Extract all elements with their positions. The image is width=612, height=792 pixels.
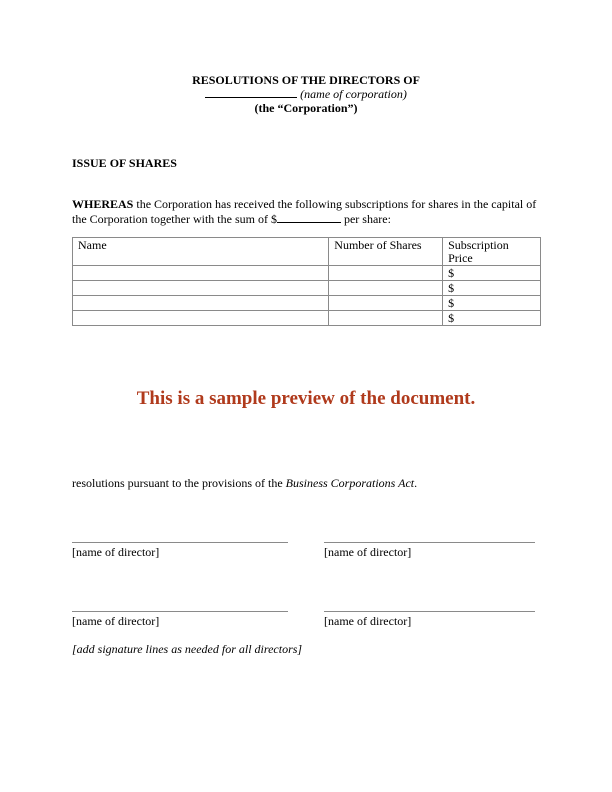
cell-name: [73, 311, 329, 326]
amount-blank: [277, 212, 341, 223]
table-row: [73, 281, 541, 296]
cell-name: [73, 281, 329, 296]
resolution-title: RESOLUTIONS OF THE DIRECTORS OF: [192, 73, 420, 87]
corporation-name-line: [0, 87, 612, 101]
truncated-text-wrapper: [72, 476, 542, 490]
cell-price: $: [443, 296, 541, 311]
cell-shares: [329, 266, 443, 281]
signature-line: [324, 542, 535, 543]
subscriptions-table-wrapper: [72, 237, 542, 325]
cell-price: $: [443, 266, 541, 281]
fragment-act-name: Business Corporations Act: [285, 476, 415, 490]
cell-price: $: [443, 281, 541, 296]
director-name-label: [name of director]: [324, 614, 412, 628]
table-row: [73, 296, 541, 311]
header-number-of-shares: Number of Shares: [329, 238, 443, 266]
signature-line: [72, 542, 288, 543]
cell-name: [73, 266, 329, 281]
director-name-label: [name of director]: [72, 614, 160, 628]
corporation-name-hint: (name of corporation): [300, 87, 407, 101]
header-subscription-price: Subscription Price: [443, 238, 541, 266]
director-name-label: [name of director]: [324, 545, 412, 559]
director-name-label: [name of director]: [72, 545, 160, 559]
signature-lines-note: [add signature lines as needed for all directors]: [72, 642, 303, 656]
subscriptions-table: [72, 237, 541, 326]
signature-line: [72, 611, 288, 612]
table-row: [73, 311, 541, 326]
cell-shares: [329, 311, 443, 326]
fragment-text: resolutions pursuant to the provisions of the: [72, 476, 286, 490]
document-header: [0, 73, 612, 115]
whereas-paragraph: [72, 197, 542, 226]
truncated-resolution-text: [72, 476, 417, 490]
sample-preview-notice: This is a sample preview of the document.: [136, 388, 476, 409]
cell-name: [73, 296, 329, 311]
cell-shares: [329, 281, 443, 296]
table-row: [73, 266, 541, 281]
corporation-name-blank: [205, 87, 297, 98]
section-heading: ISSUE OF SHARES: [72, 156, 177, 170]
whereas-text-end: per share:: [340, 211, 391, 226]
cell-price: $: [443, 311, 541, 326]
cell-shares: [329, 296, 443, 311]
whereas-text: the Corporation has received the following subscriptions for shares in the capital of the Corporation together with the sum of $: [72, 197, 537, 226]
fragment-end: .: [414, 476, 418, 490]
table-header-row: [73, 238, 541, 266]
signature-line: [324, 611, 535, 612]
header-name: Name: [73, 238, 329, 266]
whereas-lead: WHEREAS: [72, 197, 134, 211]
corporation-short-name: (the “Corporation”): [254, 101, 358, 115]
